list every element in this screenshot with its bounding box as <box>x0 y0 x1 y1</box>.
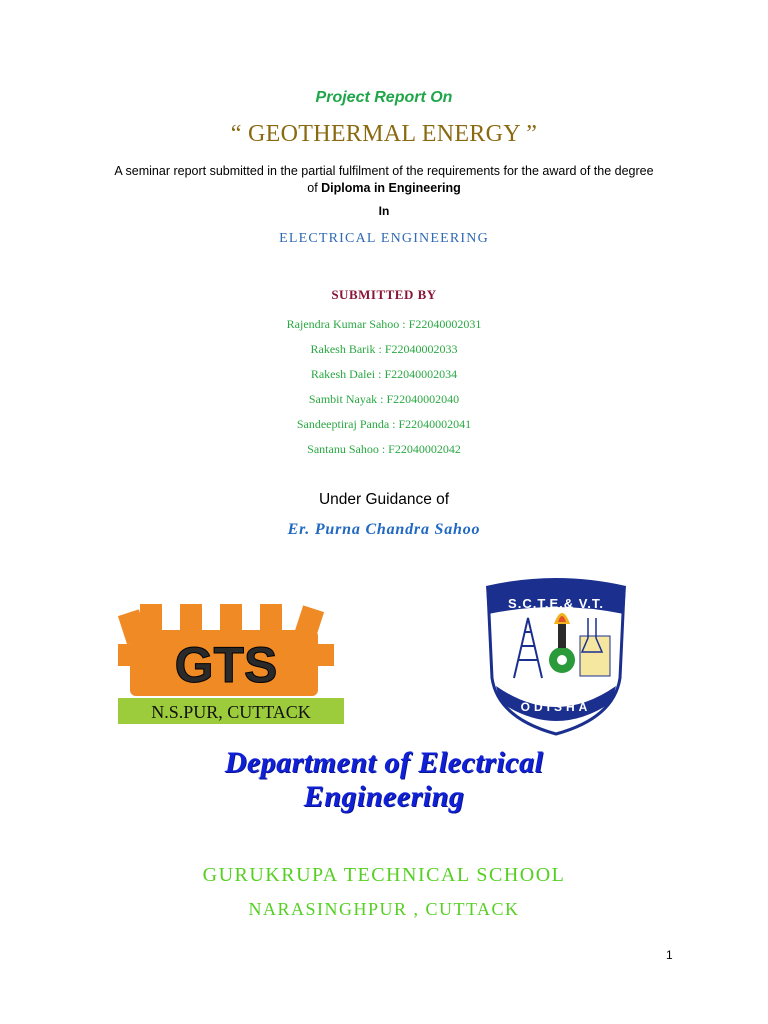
member-item: Rakesh Dalei : F22040002034 <box>310 367 458 381</box>
member-item: Rakesh Barik : F22040002033 <box>310 342 458 356</box>
description-prefix: of <box>307 181 322 195</box>
department-line-1: Department of Electrical <box>224 746 544 779</box>
gts-logo-text: GTS <box>174 637 278 693</box>
member-item: Sandeeptiraj Panda : F22040002041 <box>296 417 472 431</box>
submitted-by-heading: SUBMITTED BY <box>331 287 437 302</box>
sctevt-top-text: S.C.T.E.& V.T. <box>508 596 604 611</box>
department-name <box>0 746 768 814</box>
branch-name: ELECTRICAL ENGINEERING <box>279 231 489 246</box>
page-number: 1 <box>666 948 673 962</box>
member-list <box>0 316 768 466</box>
description-line-1: A seminar report submitted in the partial fulfilment of the requirements for the award of the degree <box>114 164 654 178</box>
sctevt-logo <box>484 578 628 736</box>
in-label: In <box>378 204 390 218</box>
project-report-label: Project Report On <box>315 89 453 106</box>
gts-logo-caption: N.S.PUR, CUTTACK <box>151 702 311 722</box>
report-title: “ GEOTHERMAL ENERGY ” <box>230 121 538 147</box>
description-line-2 <box>0 180 768 197</box>
member-item: Rajendra Kumar Sahoo : F22040002031 <box>286 317 482 331</box>
member-item: Sambit Nayak : F22040002040 <box>308 392 460 406</box>
guide-name: Er. Purna Chandra Sahoo <box>287 521 481 538</box>
department-line-2: Engineering <box>303 780 465 813</box>
guidance-label: Under Guidance of <box>318 491 450 508</box>
report-description <box>0 163 768 197</box>
sctevt-bottom-text: ODISHA <box>520 700 592 714</box>
degree-name: Diploma in Engineering <box>321 181 461 195</box>
member-item: Santanu Sahoo : F22040002042 <box>307 442 461 456</box>
gts-logo <box>118 604 346 724</box>
school-location: NARASINGHPUR , CUTTACK <box>248 899 520 919</box>
school-name: GURUKRUPA TECHNICAL SCHOOL <box>202 864 566 886</box>
